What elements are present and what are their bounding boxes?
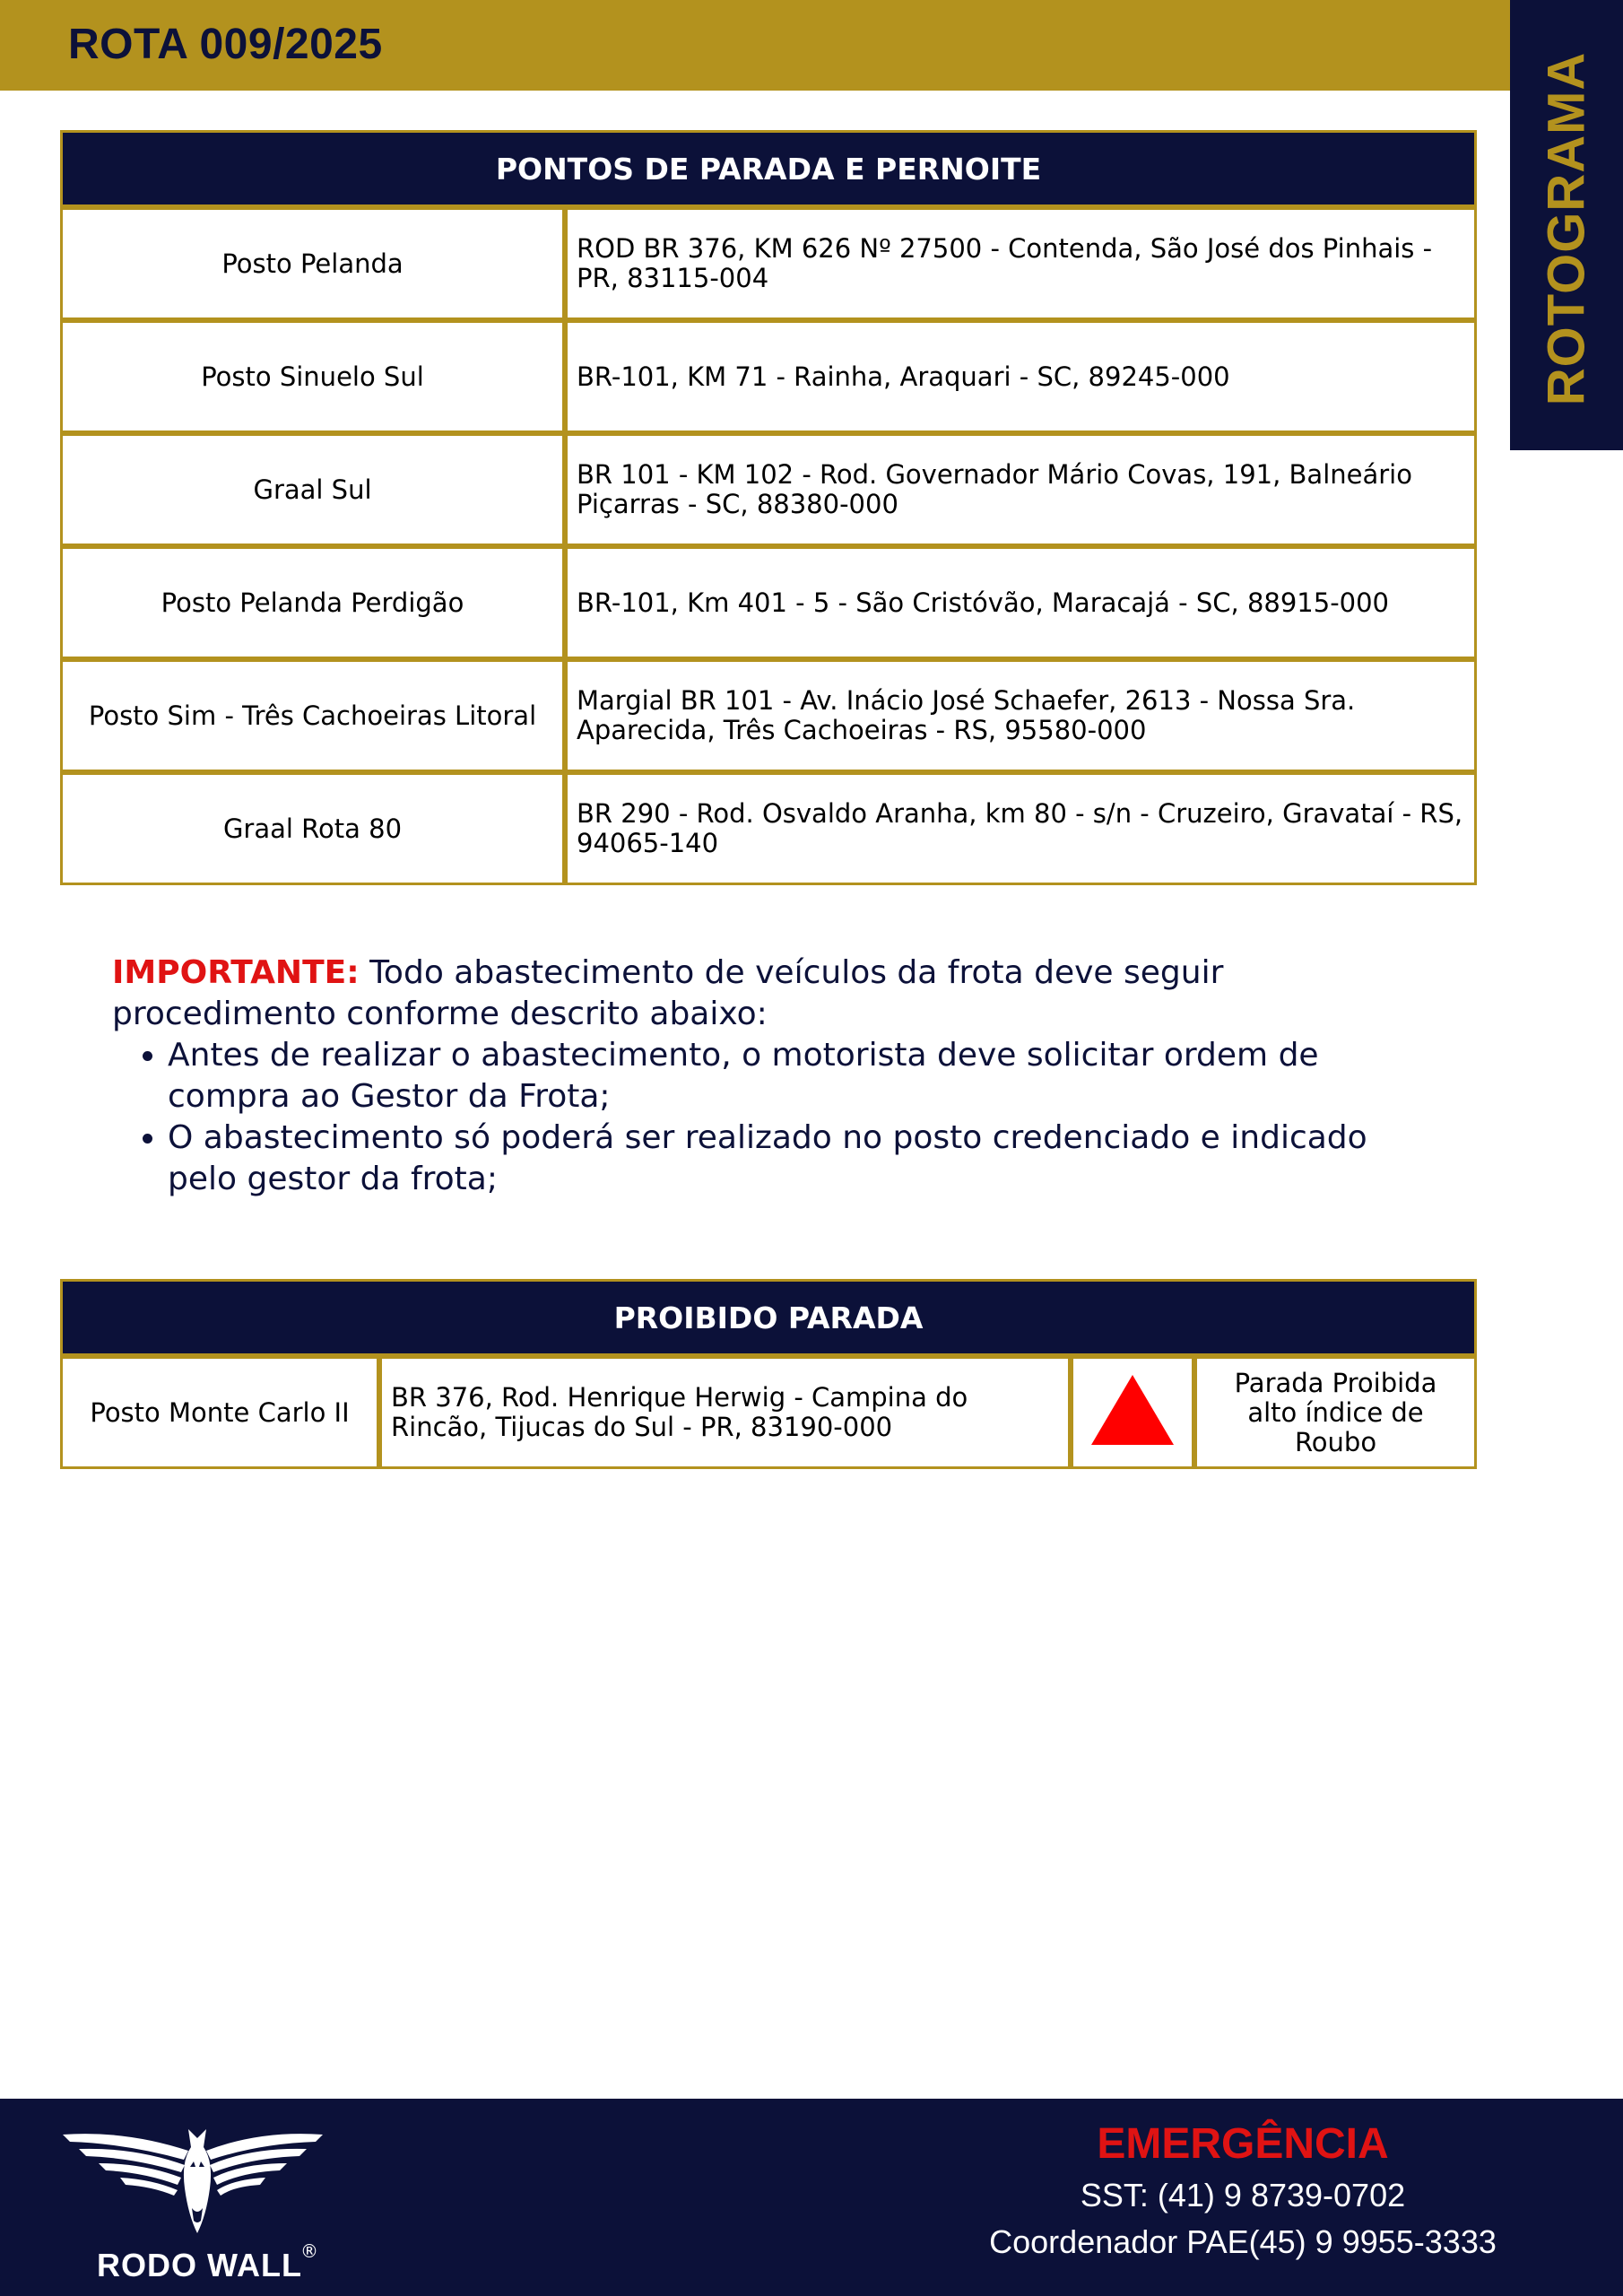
registered-mark: ®: [300, 2240, 318, 2262]
stop-address: BR-101, Km 401 - 5 - São Cristóvão, Maracajá - SC, 88915-000: [565, 546, 1477, 659]
notice-text: Todo abastecimento de veículos da frota deve seguir procedimento conforme descrito abaixo:: [112, 954, 1224, 1032]
prohibited-table-heading: PROIBIDO PARADA: [60, 1279, 1477, 1356]
warning-cell: [1071, 1356, 1194, 1469]
coordinator-phone: Coordenador PAE(45) 9 9955-3333: [989, 2223, 1497, 2260]
emergency-title: EMERGÊNCIA: [1097, 2120, 1389, 2168]
notice-label: IMPORTANTE:: [112, 954, 360, 991]
stops-table: [60, 130, 1477, 885]
prohibited-table: [60, 1279, 1477, 1469]
brand-name: RODO WALL: [97, 2247, 302, 2283]
stop-name: Posto Sim - Três Cachoeiras Litoral: [60, 659, 565, 772]
table-row: [60, 433, 1477, 546]
stop-name: Graal Rota 80: [60, 772, 565, 885]
side-tab-label: ROTOGRAMA: [1537, 51, 1596, 406]
stops-table-heading: PONTOS DE PARADA E PERNOITE: [60, 130, 1477, 207]
stop-name: Posto Pelanda: [60, 207, 565, 320]
prohibited-name: Posto Monte Carlo II: [60, 1356, 379, 1469]
stop-name: Posto Sinuelo Sul: [60, 320, 565, 433]
warning-triangle-icon: [1089, 1373, 1176, 1447]
emergency-contacts: [929, 2117, 1557, 2266]
prohibited-note: Parada Proibida alto índice de Roubo: [1194, 1356, 1477, 1469]
stop-address: BR 101 - KM 102 - Rod. Governador Mário Covas, 191, Balneário Piçarras - SC, 88380-000: [565, 433, 1477, 546]
sst-phone: SST: (41) 9 8739-0702: [1080, 2177, 1406, 2213]
stop-address: Margial BR 101 - Av. Inácio José Schaefer, 2613 - Nossa Sra. Aparecida, Três Cachoeiras - RS, 95580-000: [565, 659, 1477, 772]
table-row: [60, 1356, 1477, 1469]
company-logo: [63, 2126, 332, 2283]
side-tab: [1510, 0, 1623, 450]
table-row: [60, 207, 1477, 320]
footer: [0, 2099, 1623, 2296]
important-notice: [112, 952, 1421, 1200]
notice-intro: [112, 952, 1421, 1035]
header-bar: [0, 0, 1510, 91]
stop-name: Graal Sul: [60, 433, 565, 546]
stop-name: Posto Pelanda Perdigão: [60, 546, 565, 659]
table-row: [60, 546, 1477, 659]
list-item: • Antes de realizar o abastecimento, o motorista deve solicitar ordem de compra ao Gestor da Frota;: [168, 1035, 1421, 1118]
notice-list: [112, 1035, 1421, 1200]
table-row: [60, 659, 1477, 772]
route-title: ROTA 009/2025: [68, 21, 383, 68]
stop-address: BR-101, KM 71 - Rainha, Araquari - SC, 89245-000: [565, 320, 1477, 433]
winged-horse-icon: [63, 2126, 332, 2242]
table-row: [60, 772, 1477, 885]
stop-address: BR 290 - Rod. Osvaldo Aranha, km 80 - s/n - Cruzeiro, Gravataí - RS, 94065-140: [565, 772, 1477, 885]
table-row: [60, 320, 1477, 433]
stop-address: ROD BR 376, KM 626 Nº 27500 - Contenda, São José dos Pinhais - PR, 83115-004: [565, 207, 1477, 320]
prohibited-address: BR 376, Rod. Henrique Herwig - Campina do Rincão, Tijucas do Sul - PR, 83190-000: [379, 1356, 1071, 1469]
list-item: • O abastecimento só poderá ser realizado no posto credenciado e indicado pelo gestor da frota;: [168, 1118, 1421, 1200]
